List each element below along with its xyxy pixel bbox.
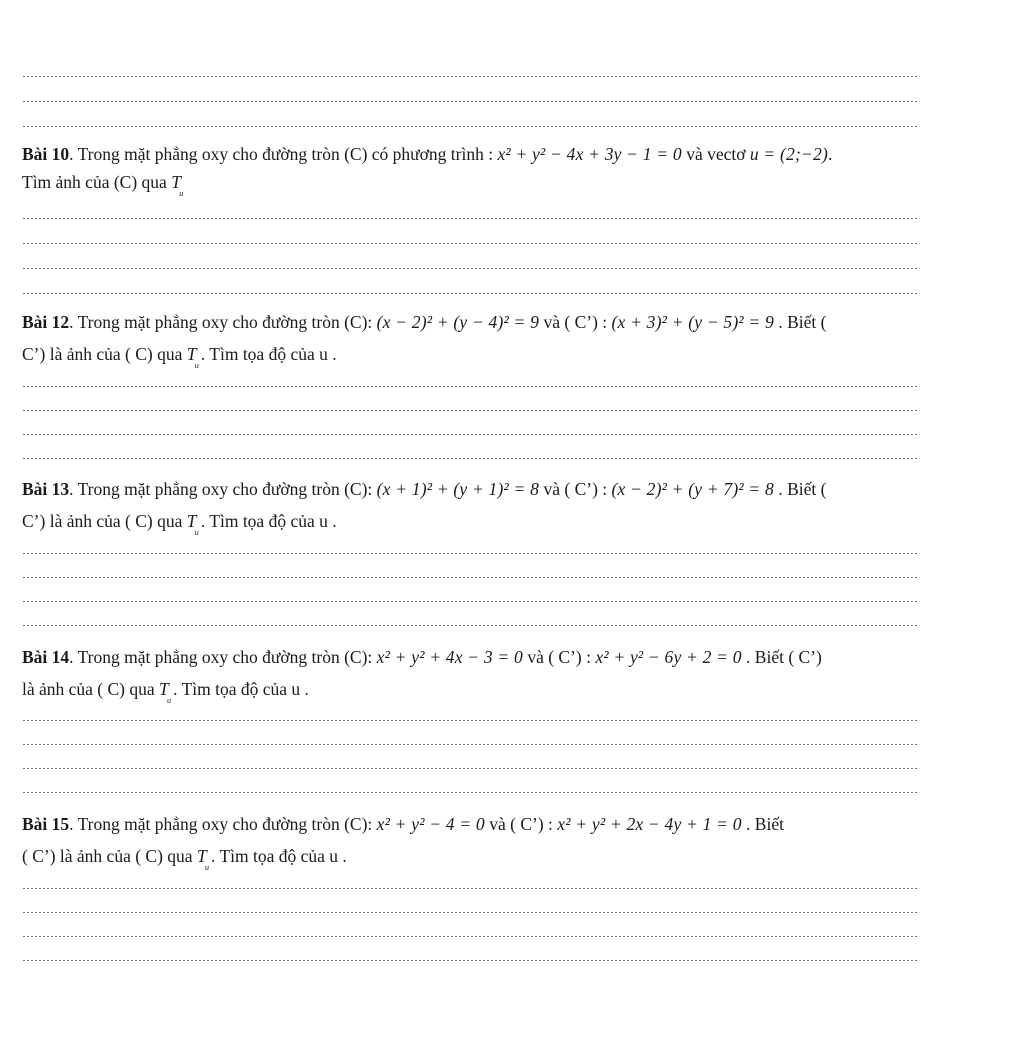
exercise-text: . Trong mặt phẳng oxy cho đường tròn (C): — [69, 479, 377, 499]
exercise-text: . — [827, 144, 833, 164]
equation-c-prime: x² + y² + 2x − 4y + 1 = 0 — [557, 814, 742, 834]
exercise-text: . Trong mặt phẳng oxy cho đường tròn (C): — [69, 814, 377, 834]
exercise-line-2 — [22, 844, 1002, 872]
answer-line — [22, 912, 918, 913]
exercise-line-1 — [22, 812, 1002, 836]
exercise-bai-12 — [22, 310, 1002, 370]
exercise-title: Bài 15 — [22, 814, 70, 834]
exercise-title: Bài 14 — [22, 647, 70, 667]
equation-c: x² + y² − 4x + 3y − 1 = 0 — [497, 144, 682, 164]
exercise-text: . Tìm tọa độ của u . — [206, 846, 347, 866]
exercise-line-2 — [22, 677, 1002, 705]
answer-line — [22, 720, 918, 721]
answer-line — [22, 458, 918, 459]
answer-line — [22, 960, 918, 961]
translation-symbol: T u — [196, 846, 209, 872]
equation-c: (x + 1)² + (y + 1)² = 8 — [376, 479, 540, 499]
translation-symbol: T u — [171, 172, 184, 198]
exercise-title: Bài 10 — [22, 144, 70, 164]
exercise-line-1 — [22, 142, 1002, 166]
answer-lines-bai-15 — [22, 888, 918, 961]
exercise-text: C’) là ảnh của ( C) qua — [22, 511, 187, 531]
exercise-title: Bài 12 — [22, 312, 70, 332]
exercise-text: Tìm ảnh của (C) qua — [22, 172, 172, 192]
exercise-line-2 — [22, 509, 1002, 537]
exercise-line-1 — [22, 477, 1002, 501]
equation-c-prime: (x + 3)² + (y − 5)² = 9 — [611, 312, 774, 332]
exercise-text: . Trong mặt phẳng oxy cho đường tròn (C): — [69, 647, 377, 667]
answer-line — [22, 218, 918, 219]
exercise-text: và ( C’) : — [522, 647, 596, 667]
translation-symbol: T u — [159, 679, 172, 705]
answer-line — [22, 625, 918, 626]
answer-line — [22, 434, 918, 435]
exercise-text: . Tìm tọa độ của u . — [196, 344, 337, 364]
answer-lines-top — [22, 76, 918, 127]
exercise-text: . Trong mặt phẳng oxy cho đường tròn (C): — [69, 312, 377, 332]
answer-lines-bai-10 — [22, 218, 918, 294]
equation-c-prime: x² + y² − 6y + 2 = 0 — [595, 647, 742, 667]
exercise-text: . Tìm tọa độ của u . — [168, 679, 309, 699]
answer-lines-bai-13 — [22, 553, 918, 626]
answer-lines-bai-14 — [22, 720, 918, 793]
exercise-text: và ( C’) : — [484, 814, 558, 834]
exercise-text: C’) là ảnh của ( C) qua — [22, 344, 187, 364]
exercise-bai-15 — [22, 812, 1002, 872]
answer-line — [22, 126, 918, 127]
answer-line — [22, 268, 918, 269]
equation-c: (x − 2)² + (y − 4)² = 9 — [376, 312, 540, 332]
answer-line — [22, 792, 918, 793]
exercise-bai-13 — [22, 477, 1002, 537]
answer-line — [22, 101, 918, 102]
vector-u: u = (2;−2) — [749, 144, 828, 164]
answer-line — [22, 243, 918, 244]
exercise-text: . Biết ( C’) — [741, 647, 822, 667]
answer-line — [22, 601, 918, 602]
exercise-text: ( C’) là ảnh của ( C) qua — [22, 846, 197, 866]
answer-line — [22, 76, 918, 77]
answer-line — [22, 410, 918, 411]
exercise-bai-14 — [22, 645, 1002, 705]
exercise-title: Bài 13 — [22, 479, 70, 499]
exercise-text: là ảnh của ( C) qua — [22, 679, 160, 699]
exercise-line-1 — [22, 310, 1002, 334]
answer-line — [22, 293, 918, 294]
exercise-text: . Trong mặt phẳng oxy cho đường tròn (C) có phương trình : — [69, 144, 498, 164]
answer-line — [22, 553, 918, 554]
answer-line — [22, 577, 918, 578]
translation-symbol: T u — [186, 344, 199, 370]
answer-line — [22, 936, 918, 937]
answer-line — [22, 744, 918, 745]
exercise-text: . Biết — [741, 814, 784, 834]
exercise-text: . Biết ( — [773, 312, 827, 332]
answer-line — [22, 768, 918, 769]
exercise-line-2 — [22, 170, 1002, 198]
equation-c: x² + y² + 4x − 3 = 0 — [376, 647, 523, 667]
equation-c-prime: (x − 2)² + (y + 7)² = 8 — [611, 479, 774, 499]
answer-lines-bai-12 — [22, 386, 918, 459]
exercise-text: và vectơ — [681, 144, 750, 164]
answer-line — [22, 386, 918, 387]
equation-c: x² + y² − 4 = 0 — [376, 814, 485, 834]
exercise-line-1 — [22, 645, 1002, 669]
answer-line — [22, 888, 918, 889]
exercise-text: . Biết ( — [773, 479, 827, 499]
exercise-text: và ( C’) : — [539, 312, 612, 332]
exercise-line-2 — [22, 342, 1002, 370]
exercise-bai-10 — [22, 142, 1002, 198]
translation-symbol: T u — [186, 511, 199, 537]
exercise-text: và ( C’) : — [539, 479, 612, 499]
exercise-text: . Tìm tọa độ của u . — [196, 511, 337, 531]
